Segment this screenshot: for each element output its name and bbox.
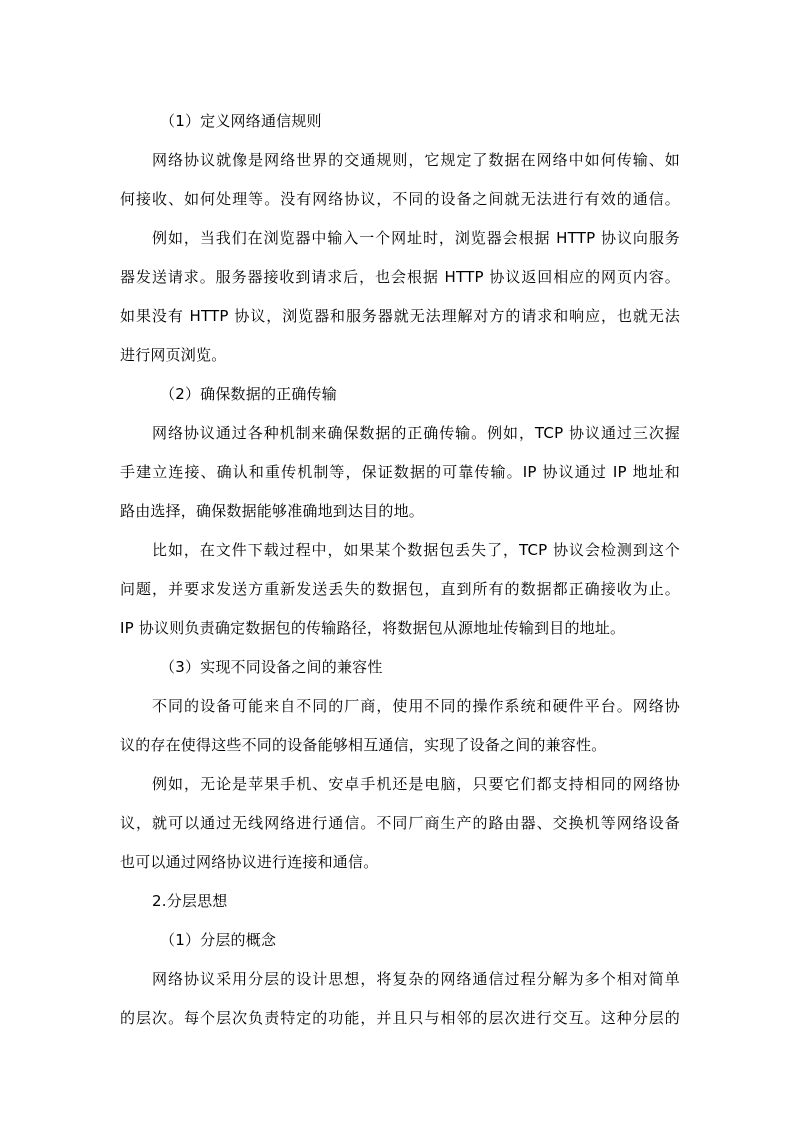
paragraph-line: 问题，并要求发送方重新发送丢失的数据包，直到所有的数据都正确接收为止。 (120, 580, 680, 598)
paragraph-line: 手建立连接、确认和重传机制等，保证数据的可靠传输。IP 协议通过 IP 地址和 (120, 463, 680, 481)
paragraph-line: 网络协议就像是网络世界的交通规则，它规定了数据在网络中如何传输、如 (152, 151, 680, 169)
heading-layer-concept: （1）分层的概念 (160, 931, 277, 949)
paragraph-line: 器发送请求。服务器接收到请求后，也会根据 HTTP 协议返回相应的网页内容。 (120, 268, 680, 286)
paragraph-line: 议的存在使得这些不同的设备能够相互通信，实现了设备之间的兼容性。 (120, 736, 607, 754)
paragraph-line: IP 协议则负责确定数据包的传输路径，将数据包从源地址传输到目的地址。 (120, 619, 626, 637)
heading-correct-transmission: （2）确保数据的正确传输 (160, 385, 337, 403)
paragraph-line: 例如，无论是苹果手机、安卓手机还是电脑，只要它们都支持相同的网络协 (152, 775, 680, 793)
paragraph-line: 比如，在文件下载过程中，如果某个数据包丢失了，TCP 协议会检测到这个 (152, 541, 680, 559)
paragraph-line: 也可以通过网络协议进行连接和通信。 (120, 853, 379, 871)
section-heading-layering: 2.分层思想 (152, 892, 228, 910)
paragraph-line: 不同的设备可能来自不同的厂商，使用不同的操作系统和硬件平台。网络协 (152, 697, 680, 715)
paragraph-line: 网络协议通过各种机制来确保数据的正确传输。例如，TCP 协议通过三次握 (152, 424, 680, 442)
paragraph-line: 的层次。每个层次负责特定的功能，并且只与相邻的层次进行交互。这种分层的 (120, 1009, 680, 1027)
paragraph-line: 网络协议采用分层的设计思想，将复杂的网络通信过程分解为多个相对简单 (152, 970, 680, 988)
heading-compatibility: （3）实现不同设备之间的兼容性 (160, 658, 383, 676)
paragraph-line: 进行网页浏览。 (120, 346, 227, 364)
paragraph-line: 例如，当我们在浏览器中输入一个网址时，浏览器会根据 HTTP 协议向服务 (152, 229, 680, 247)
heading-define-rules: （1）定义网络通信规则 (160, 112, 322, 130)
paragraph-line: 议，就可以通过无线网络进行通信。不同厂商生产的路由器、交换机等网络设备 (120, 814, 680, 832)
paragraph-line: 如果没有 HTTP 协议，浏览器和服务器就无法理解对方的请求和响应，也就无法 (120, 307, 680, 325)
paragraph-line: 路由选择，确保数据能够准确地到达目的地。 (120, 502, 425, 520)
paragraph-line: 何接收、如何处理等。没有网络协议，不同的设备之间就无法进行有效的通信。 (120, 190, 680, 208)
